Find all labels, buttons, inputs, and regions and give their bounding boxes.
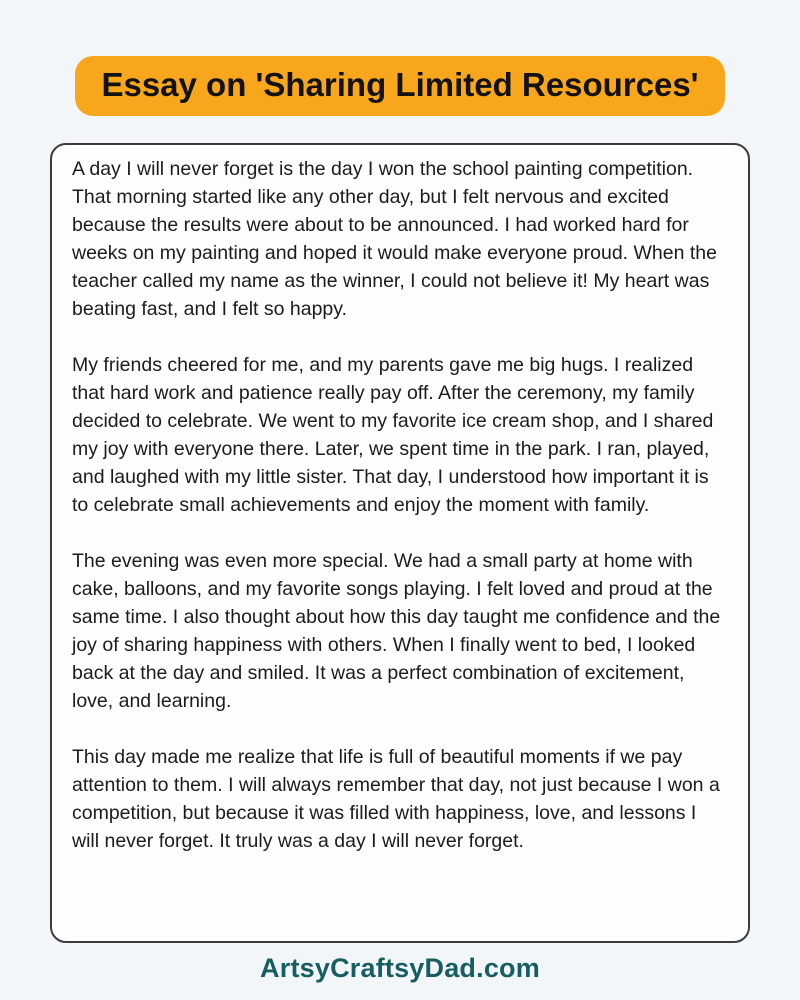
essay-paragraph-1: A day I will never forget is the day I won the school painting competition. That morning started like any other day, but I felt nervous and excited because the results were about to be announced. I had worked hard for weeks on my painting and hoped it would make everyone proud. When the teacher called my name as the winner, I could not believe it! My heart was beating fast, and I felt so happy. <box>72 158 717 320</box>
page-title: Essay on 'Sharing Limited Resources' <box>101 66 699 103</box>
header <box>0 0 800 116</box>
essay-paragraph-2: My friends cheered for me, and my parents gave me big hugs. I realized that hard work and patience really pay off. After the ceremony, my family decided to celebrate. We went to my favorite ice cream shop, and I shared my joy with everyone there. Later, we spent time in the park. I ran, played, and laughed with my little sister. That day, I understood how important it is to celebrate small achievements and enjoy the moment with family. <box>72 354 714 516</box>
title-banner <box>75 56 724 116</box>
site-name: ArtsyCraftsyDad.com <box>260 953 540 983</box>
essay-body-box <box>50 143 750 943</box>
footer <box>0 953 800 984</box>
essay-paragraph-3: The evening was even more special. We had a small party at home with cake, balloons, and my favorite songs playing. I felt loved and proud at the same time. I also thought about how this day taught me confidence and the joy of sharing happiness with others. When I finally went to bed, I looked back at the day and smiled. It was a perfect combination of excitement, love, and learning. <box>72 550 721 712</box>
essay-paragraph-4: This day made me realize that life is full of beautiful moments if we pay attention to them. I will always remember that day, not just because I won a competition, but because it was filled with happiness, love, and lessons I will never forget. It truly was a day I will never forget. <box>72 746 720 852</box>
